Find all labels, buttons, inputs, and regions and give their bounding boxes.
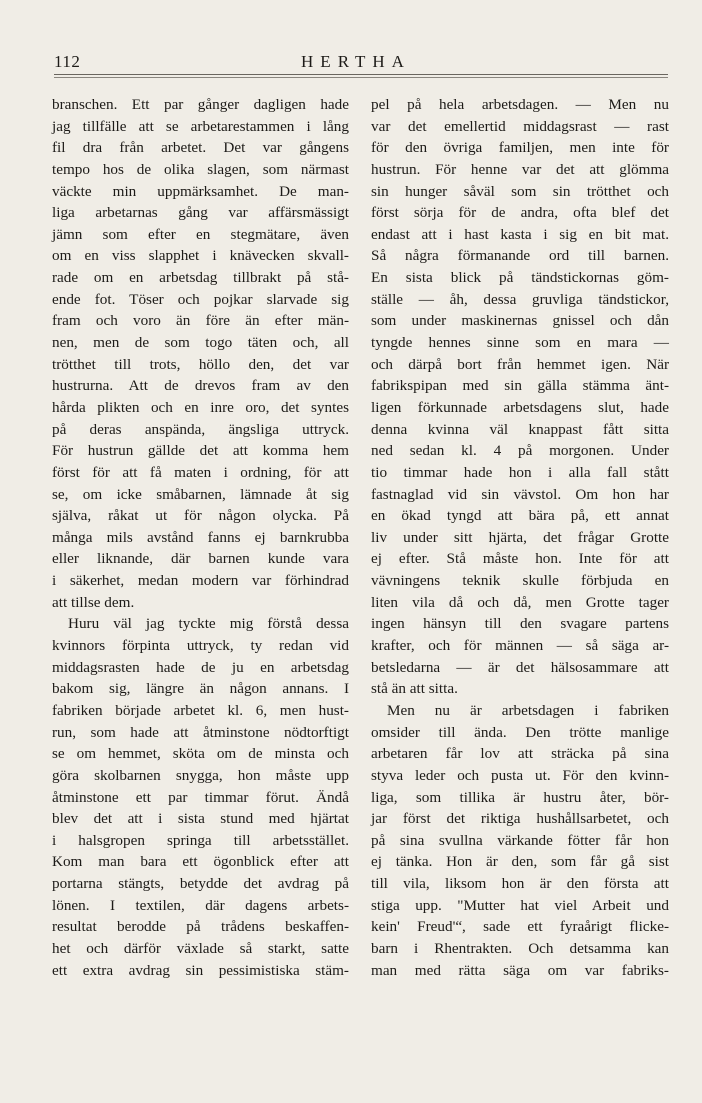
text-line: fabrikspipan med sin gälla stämma änt-: [371, 377, 669, 395]
text-line: ingen hänsyn till den svagare partens: [371, 615, 669, 633]
running-title: HERTHA: [301, 52, 411, 71]
text-line: ende fot. Töser och pojkar slarvade sig: [52, 290, 349, 308]
text-line: omsider till ända. Den trötte manlige: [371, 723, 669, 741]
text-line: ej tänka. Hon är den, som får gå sist: [371, 853, 669, 871]
text-line: först för att få maten i ordning, för att: [52, 463, 349, 481]
text-line: krafter, och för männen — så säga ar-: [371, 637, 669, 655]
text-line: arbetaren får lov att sträcka på sina: [371, 745, 669, 763]
text-line: för den övriga familjen, men inte för: [371, 139, 669, 157]
text-line: liv under sitt hjärta, det frågar Grotte: [371, 528, 669, 546]
text-line: denna kvinna väl knappast fått sitta: [371, 420, 669, 438]
text-line: många mils avstånd fanns ej barnkrubba: [52, 528, 349, 546]
text-line: ställe — åh, dessa gruvliga tändstickor,: [371, 290, 669, 308]
text-line: het och därför växlade så starkt, satte: [52, 939, 349, 957]
text-line: För hustrun gällde det att komma hem: [52, 442, 349, 460]
text-column-left: [52, 94, 349, 981]
text-line: hårda plikten och en inre oro, det syntes: [52, 398, 349, 416]
text-line: Kom man bara ett ögonblick efter att: [52, 853, 349, 871]
text-line: i säkerhet, medan modern var förhindrad: [52, 572, 349, 590]
text-line: hustrurna. Att de drevos fram av den: [52, 377, 349, 395]
text-line: göra skolbarnen snygga, hon måste upp: [52, 766, 349, 784]
text-line: i halsgropen springa till arbetsstället.: [52, 831, 349, 849]
text-line: jar först det riktiga hushållsarbetet, och: [371, 810, 669, 828]
text-line: åtminstone ett par timmar förut. Ändå: [52, 788, 349, 806]
text-line: om en viss slapphet i knävecken skvall-: [52, 247, 349, 265]
text-line: bakom sig, längre än någon annans. I: [52, 680, 349, 698]
text-line: styva leder och pusta ut. För den kvinn-: [371, 766, 669, 784]
text-line: lönen. I textilen, där dagens arbets-: [52, 896, 349, 914]
text-line: liten vila då och då, men Grotte tager: [371, 593, 669, 611]
text-line: tio timmar hade hon i alla fall stått: [371, 463, 669, 481]
page-number: 112: [54, 52, 81, 71]
text-line: barn i Rhentrakten. Och detsamma kan: [371, 939, 669, 957]
text-line: En sista blick på tändstickornas göm-: [371, 269, 669, 287]
text-line: liga, som tillika är hustru åter, bör-: [371, 788, 669, 806]
text-line: jag tillfälle att se arbetarestammen i lång: [52, 117, 349, 135]
text-line: stiga upp. "Mutter hat viel Arbeit und: [371, 896, 669, 914]
text-line: en ökad tyngd att bära på, ett annat: [371, 507, 669, 525]
text-line: var det emellertid middagsrast — rast: [371, 117, 669, 135]
text-line: nen, men de som togo täten och, all: [52, 334, 349, 352]
text-column-right: [371, 94, 669, 981]
text-line: middagsrasten hade de ju en arbetsdag: [52, 658, 349, 676]
text-line: branschen. Ett par gånger dagligen hade: [52, 96, 349, 113]
text-line: väckte min uppmärksamhet. De man-: [52, 182, 349, 200]
text-line: kvinnors förpinta uttryck, ty redan vid: [52, 637, 349, 655]
text-line: betsledarna — är det hälsosammare att: [371, 658, 669, 676]
text-line: fil dra från arbetet. Det var gångens: [52, 139, 349, 157]
text-line: endast att i hast kasta i sig en bit mat.: [371, 225, 669, 243]
text-line: tyngde hennes sinne som en mara —: [371, 334, 669, 352]
text-line: sin hunger såväl som sin trötthet och: [371, 182, 669, 200]
text-line: se, om icke småbarnen, lämnade åt sig: [52, 485, 349, 503]
text-line: blev det att i sista stund med hjärtat: [52, 810, 349, 828]
text-line: själva, råkat ut för någon olycka. På: [52, 507, 349, 525]
text-line: fabriken började arbetet kl. 6, men hust-: [52, 701, 349, 719]
text-line: Så några förmanande ord till barnen.: [371, 247, 669, 265]
text-line: fram och voro än före än efter män-: [52, 312, 349, 330]
text-line: jämn som efter en stegmätare, även: [52, 225, 349, 243]
text-line: stå än att sitta.: [371, 680, 458, 698]
text-line: Huru väl jag tyckte mig förstå dessa: [68, 615, 349, 633]
text-line: till vila, liksom hon är den första att: [371, 875, 669, 893]
text-line: man med rätta säga om var fabriks-: [371, 961, 669, 979]
text-line: på deras anspända, ängsliga uttryck.: [52, 420, 349, 438]
text-line: Men nu är arbetsdagen i fabriken: [387, 701, 669, 719]
text-line: fastnaglad vid sin vävstol. Om hon har: [371, 485, 669, 503]
text-line: ned sedan kl. 4 på morgonen. Under: [371, 442, 669, 460]
text-line: vävningens teknik skulle förbjuda en: [371, 572, 669, 590]
text-line: ligen förkunnade arbetsdagens slut, hade: [371, 398, 669, 416]
text-line: på sina svullna värkande fötter får hon: [371, 831, 669, 849]
text-line: rade om en arbetsdag tillbrakt på stå-: [52, 269, 349, 287]
text-line: eller liknande, där barnen kunde vara: [52, 550, 349, 568]
text-line: som under maskinernas gnissel och dån: [371, 312, 669, 330]
text-line: pel på hela arbetsdagen. — Men nu: [371, 96, 669, 113]
text-line: liga arbetarnas gång var affärsmässigt: [52, 204, 349, 222]
text-line: ej efter. Stå måste hon. Inte för att: [371, 550, 669, 568]
text-line: först sörja för de andra, ofta blef det: [371, 204, 669, 222]
text-line: ett extra avdrag sin pessimistiska stäm-: [52, 961, 349, 979]
text-line: att tillse dem.: [52, 593, 135, 611]
text-line: trötthet till trots, höllo den, det var: [52, 355, 349, 373]
text-line: se om hemmet, sköta om de minsta och: [52, 745, 349, 763]
header-rule: [54, 74, 668, 78]
text-line: tempo hos de olika slagen, som närmast: [52, 160, 349, 178]
text-line: hustrun. För henne var det att glömma: [371, 160, 669, 178]
text-line: portarna stängts, betydde det avdrag på: [52, 875, 349, 893]
text-line: run, som hade att åtminstone nödtorftigt: [52, 723, 349, 741]
text-line: och därpå bort från hemmet igen. När: [371, 355, 669, 373]
text-line: kein' Freud'“, sade ett fyraårigt flicke-: [371, 918, 669, 936]
text-line: resultat berodde på trådens beskaffen-: [52, 918, 349, 936]
